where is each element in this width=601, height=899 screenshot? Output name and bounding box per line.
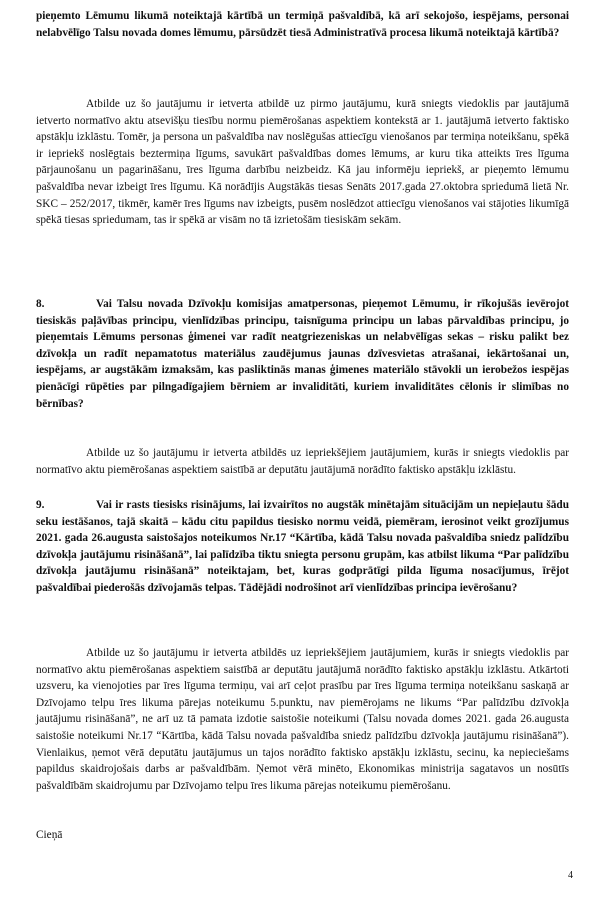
answer-8: Atbilde uz šo jautājumu ir ietverta atbildēs uz iepriekšējiem jautājumiem, kurās ir sniegts viedoklis par normatīvo aktu piemērošanas aspektiem saistībā ar deputātu jautājumā norādīto faktisko apstākļu izklāstu. (36, 447, 569, 476)
question-9-text: Vai ir rasts tiesisks risinājums, lai izvairītos no augstāk minētajām situācijām un nepieļautu šādu seku iestāšanos, tajā skaitā – kādu citu papildus tiesisko normu veidā, piemēram, ierosinot veikt grozījumus 2021. gada 26.augusta saistošajos noteikumos Nr.17 “Kārtība, kādā Talsu novada pašvaldība sniedz palīdzību dzīvokļa jautājumu risināšanā”, lai palīdzība tiktu sniegta personu grupām, kas atbilst likuma “Par palīdzību dzīvokļa jautājumu risināšanā” noteiktajam, bet, kuras godprātīgi pilda līguma nosacījumus, īrējot pašvaldībai piederošās dzīvojamās telpas. Tādējādi nodrošinot arī vienlīdzības principa ievērošanu? (36, 499, 569, 594)
page-number: 4 (568, 870, 573, 881)
question-7-tail: pieņemto Lēmumu likumā noteiktajā kārtībā un termiņā pašvaldībā, kā arī sekojošo, iespējams, personai nelabvēlīgo Talsu novada domes lēmumu, pārsūdzēt tiesā Administratīvā procesa likumā noteiktajā kārtībā? (36, 10, 569, 39)
answer-7: Atbilde uz šo jautājumu ir ietverta atbildē uz pirmo jautājumu, kurā sniegts viedoklis par jautājumā ietverto normatīvo aktu atsevišķu tiesību normu piemērošanas aspektiem kontekstā ar 1. jautājumā ietverto faktisko apstākļu izklāstu. Tomēr, ja persona un pašvaldība nav noslēgušas attiecīgu vienošanos par termiņa noteikšanu, spēkā ir iepriekš noslēgtais beztermiņa līgums, savukārt pašvaldības domes lēmums, ar kuru tika atteikts īres līguma pārjaunošanu un pagarināšanu, īres līguma darbību neizbeidz. Kā jau informēju iepriekš, ar pieņemto lēmumu pašvaldība nevar izbeigt īres līgumu. Kā norādījis Augstākās tiesas Senāts 2017.gada 27.oktobra spriedumā lietā Nr. SKC – 252/2017, tikmēr, kamēr īres līgums nav izbeigts, pusēm noslēdzot attiecīgu vienošanos vai stājoties likumīgā spēkā tiesas spriedumam, tas ir spēkā ar visām no tā izrietošām tiesiskām sekām. (36, 98, 569, 227)
closing-salutation: Cieņā (36, 829, 63, 841)
question-8 (36, 296, 569, 412)
question-8-text: Vai Talsu novada Dzīvokļu komisijas amatpersonas, pieņemot Lēmumu, ir rīkojušās ievērojot tiesiskās paļāvības principu, vienlīdzības principu, taisnīguma principu un labas pārvaldības principu, jo pieņemtais Lēmums personas ģimenei var radīt neatgriezeniskas un nelabvēlīgas sekas – risku palikt bez dzīvokļa un radīt nepamatotus materiālus zaudējumus jaunas dzīvesvietas atrašanai, iekārtošanai un, iespējams, ar augstākām izmaksām, kas pasliktinās manas ģimenes materiālo stāvokli un ierobežos iespējas pienācīgi rūpēties par pilngadīgajiem bērniem ar invaliditāti, kuriem invaliditātes cēlonis ir slimības no bērnības? (36, 298, 569, 410)
question-8-number: 8. (36, 298, 45, 310)
question-9 (36, 497, 569, 597)
question-9-number: 9. (36, 499, 45, 511)
answer-9: Atbilde uz šo jautājumu ir ietverta atbildēs uz iepriekšējiem jautājumiem, kurās ir sniegts viedoklis par normatīvo aktu piemērošanas aspektiem saistībā ar deputātu jautājumā norādīto faktisko apstākļu izklāstu. Atkārtoti uzsveru, ka vienojoties par īres līguma termiņu, vai arī ceļot prasību par īres līguma termiņa noteikšanu saskaņā ar Dzīvojamo telpu īres likuma pārejas noteikumu 5.punktu, nav piemērojams ne likums “Par palīdzību dzīvokļa jautājumu risināšanā”, ne arī uz tā pamata izdotie saistošie noteikumi (Talsu novada domes 2021. gada 26.augusta saistošie noteikumi Nr.17 “Kārtība, kādā Talsu novada pašvaldība sniedz palīdzību dzīvokļa jautājumu risināšanā”). Vienlaikus, ņemot vērā deputātu jautājumus un tajos norādīto faktisko apstākļu izklāstu, secinu, ka nepieciešams papildus skaidrojošais darbs ar pašvaldībām. Ņemot vērā minēto, Ekonomikas ministrija sagatavos un nosūtīs pašvaldībām skaidrojumu par Dzīvojamo telpu īres likuma pārejas noteikumu piemērošanu. (36, 647, 569, 792)
